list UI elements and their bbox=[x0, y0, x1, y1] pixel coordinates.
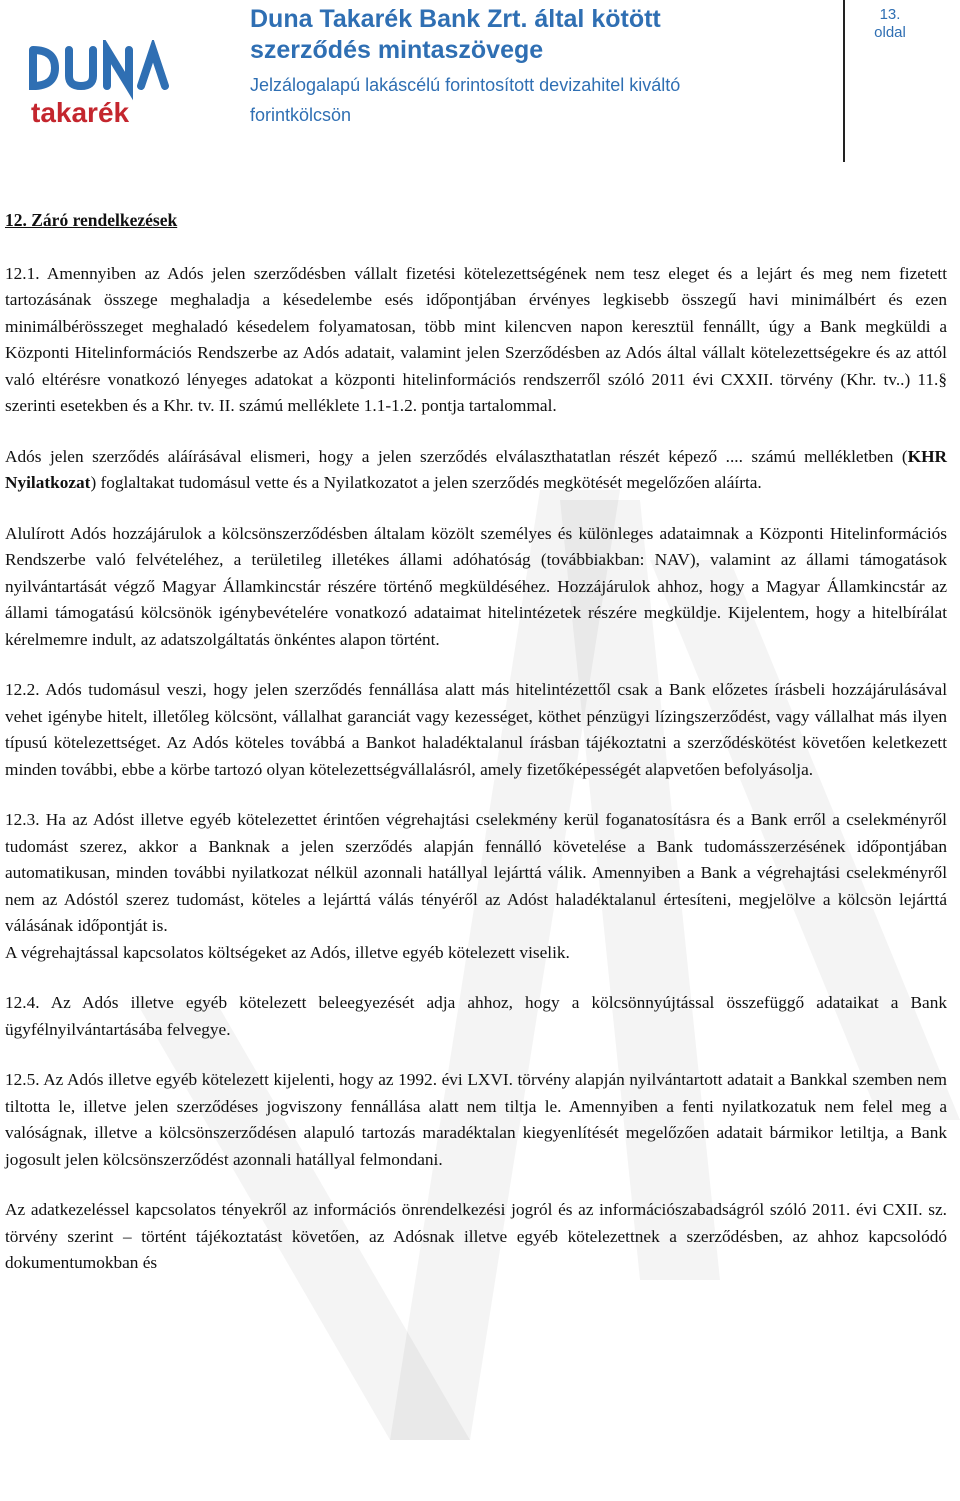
paragraph-12-1: 12.1. Amennyiben az Adós jelen szerződésben vállalt fizetési kötelezettségének nem tesz eleget és a lejárt és meg nem fizetett tartozásának összege meghaladja a késedelembe esés időpontjában érvényes legkisebb összegű havi minimálbért és ezen minimálbérösszeget meghaladó késedelem folyamatosan, több mint kilencven napon keresztül fennállt, úgy a Bank megküldi a Központi Hitelinformációs Rendszerbe az Adós adatait, valamint jelen Szerződésben az Adós által vállalt kötelezettségekre és az attól való eltérésre vonatkozó lényeges adatokat a központi hitelinformációs rendszerről szóló 2011 évi CXXII. törvény (Khr. tv..) 11.§ szerinti esetekben és a Khr. tv. II. számú melléklete 1.1-1.2. pontja tartalommal. bbox=[5, 263, 947, 415]
paragraph-khr-text-after: ) foglaltakat tudomásul vette és a Nyilatkozatot a jelen szerződés megkötését megelőzően aláírta. bbox=[90, 473, 762, 492]
document-subtitle-line-1: Jelzálogalapú lakáscélú forintosított devizahitel kiváltó bbox=[250, 75, 681, 95]
paragraph-12-5: 12.5. Az Adós illetve egyéb kötelezett kijelenti, hogy az 1992. évi LXVI. törvény alapján nyilvántartott adatait a Bankkal szemben nem tiltotta le, illetve jelen szerződéses jogviszony fennállása alatt nem tiltja le. Amennyiben a fenti nyilatkozatuk nem felel meg a valóságnak, illetve a kölcsönszerződésen alapuló tartozás maradéktalan kiegyenlítését megelőzően adatait bármikor letiltja, a Bank jogosult jelen kölcsönszerződést azonnali hatállyal felmondani. bbox=[5, 1070, 947, 1169]
document-title-line-1: Duna Takarék Bank Zrt. által kötött bbox=[250, 5, 661, 33]
paragraph-12-4: 12.4. Az Adós illetve egyéb kötelezett beleegyezését adja ahhoz, hogy a kölcsönnyújtással összefüggő adataikat a Bank ügyfélnyilvántartásába felvegye. bbox=[5, 993, 947, 1039]
paragraph-consent: Alulírott Adós hozzájárulok a kölcsönszerződésben általam közölt személyes és különleges adataimnak a Központi Hitelinformációs Rendszerbe való felvételéhez, a területileg illetékes állami adóhatóság (továbbiakban: NAV), valamint az állami támogatások nyilvántartását végző Magyar Államkincstár részére történő megküldéséhez. Hozzájárulok ahhoz, hogy a Magyar Államkincstár az állami támogatású kölcsönök igénybevételére vonatkozó adataimat hitelintézetek részére megküldje. Kijelentem, hogy a hitelbírálat kérelmemre indult, az adatszolgáltatás önkéntes alapon történt. bbox=[5, 523, 947, 649]
paragraph-enforcement-costs: A végrehajtással kapcsolatos költségeket az Adós, illetve egyéb kötelezett viselik. bbox=[5, 942, 570, 962]
page-header bbox=[0, 0, 960, 165]
paragraph-12-3: 12.3. Ha az Adóst illetve egyéb kötelezettet érintően végrehajtási cselekmény kerül foganatosításra és a Bank erről a cselekményről tudomást szerez, akkor a Banknak a jelen szerződés alapján fennálló követelése a Bank tudomásszerzésének időpontjában automatikusan, minden további nyilatkozat nélkül azonnali hatállyal lejárttá válik. Amennyiben a Bank a végrehajtási cselekményről nem az Adóstól szerez tudomást, köteles a lejárttá válás tényéről az Adóst haladéktalanul értesíteni, megjelölve a kölcsön lejárttá válásának időpontját is. bbox=[5, 810, 947, 935]
document-title-line-2: szerződés mintaszövege bbox=[250, 36, 544, 64]
document-title-block bbox=[250, 4, 810, 126]
page-number-value: 13. bbox=[879, 6, 901, 23]
khr-nyilatkozat-bold: KHR Nyilatkozat bbox=[5, 446, 947, 492]
duna-takarek-logo bbox=[25, 40, 175, 130]
document-body bbox=[5, 207, 947, 1277]
header-divider bbox=[843, 0, 845, 162]
paragraph-12-2: 12.2. Adós tudomásul veszi, hogy jelen szerződés fennállása alatt más hitelintézettől csak a Bank előzetes írásbeli hozzájárulásával vehet igénybe hitelt, illetőleg kölcsönt, vállalhat garanciát vagy kezességet, köthet pénzügyi lízingszerződést, vagy vállalhat más ilyen típusú kötelezettséget. Az Adós köteles továbbá a Bankot haladéktalanul írásban tájékoztatni a szerződéskötést követően keletkezett minden további, ebbe a körbe tartozó olyan kötelezettségvállalásról, amely fizetőképességét alapvetően befolyásolja. bbox=[5, 680, 947, 779]
svg-text:takarék: takarék bbox=[31, 97, 130, 128]
paragraph-khr-statement bbox=[5, 444, 947, 497]
page-number bbox=[855, 6, 925, 42]
page-number-label: oldal bbox=[874, 24, 906, 41]
paragraph-data-management: Az adatkezeléssel kapcsolatos tényekről az információs önrendelkezési jogról és az információszabadságról szóló 2011. évi CXII. sz. törvény szerint – történt tájékoztatást követően, az Adósnak illetve egyéb kötelezettnek a szerződésben, az ahhoz kapcsolódó dokumentumokban és bbox=[5, 1200, 947, 1272]
paragraph-khr-text-before: Adós jelen szerződés aláírásával elismeri, hogy a jelen szerződés elválaszthatatlan részét képező .... számú mellékletben ( bbox=[5, 446, 908, 466]
document-subtitle-line-2: forintkölcsön bbox=[250, 105, 352, 125]
section-title: 12. Záró rendelkezések bbox=[5, 210, 178, 230]
